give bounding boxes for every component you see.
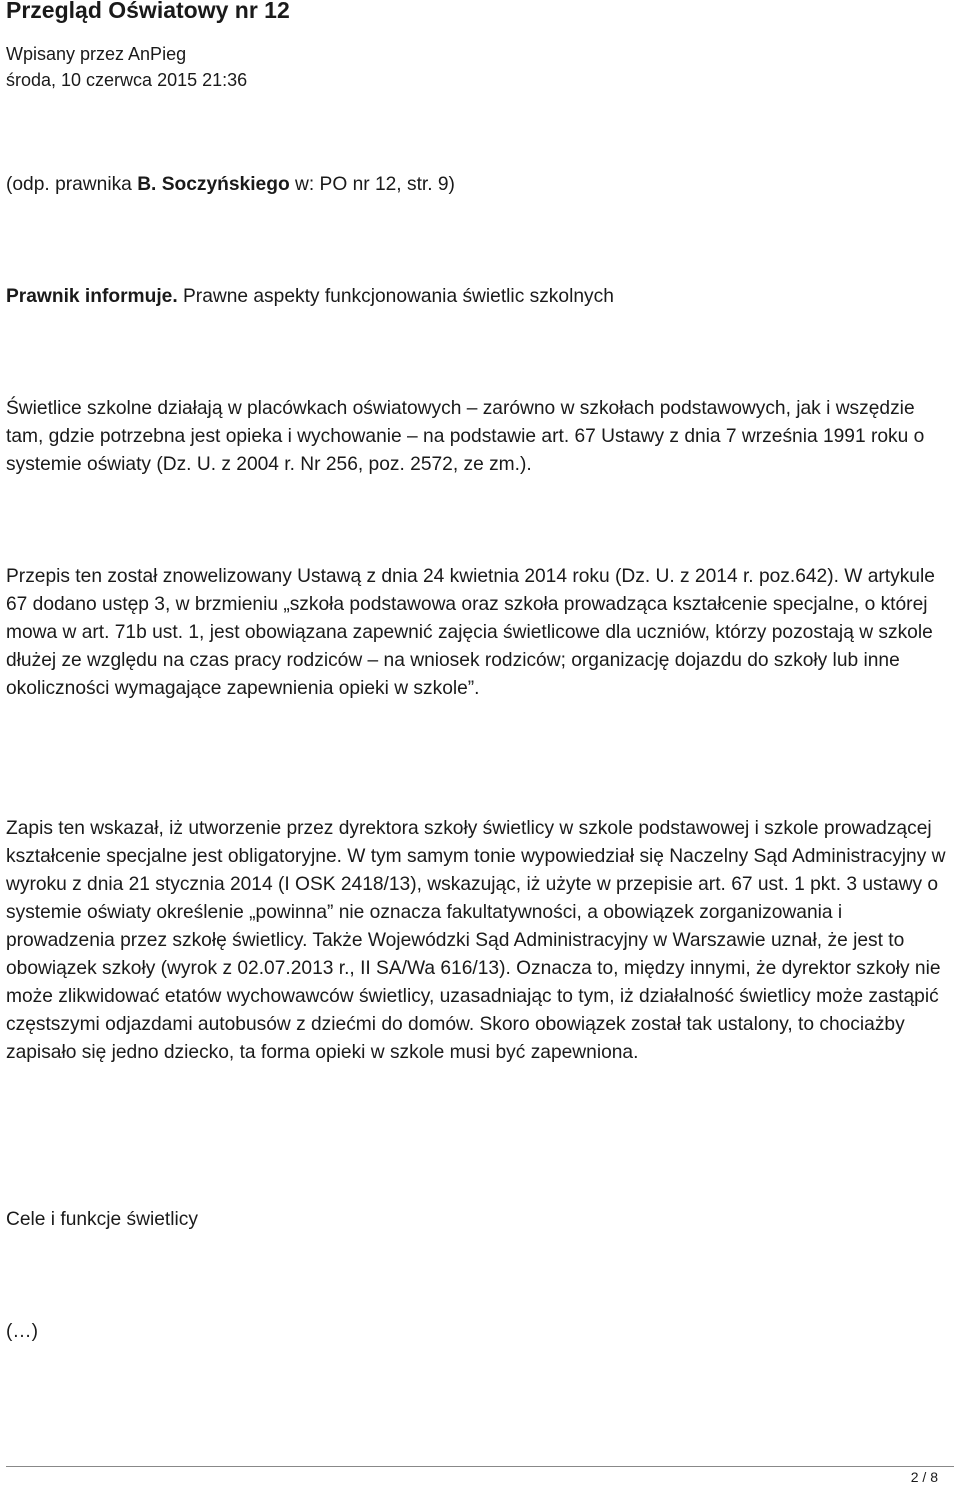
- paragraph-court-rulings: Zapis ten wskazał, iż utworzenie przez dyrektora szkoły świetlicy w szkole podstawowej i szkole prowadzącej kształcenie specjalne jest obligatoryjne. W tym samym tonie wypowiedział się Naczelny Sąd Administracyjny w wyroku z dnia 21 stycznia 2014 (I OSK 2418/13), wskazując, iż użyte w przepisie art. 67 ust. 1 pkt. 3 ustawy o systemie oświaty określenie „powinna” nie oznacza fakultatywności, a obowiązek zorganizowania i prowadzenia przez szkołę świetlicy. Także Wojewódzki Sąd Administracyjny w Warszawie uznał, że jest to obowiązek szkoły (wyrok z 02.07.2013 r., II SA/Wa 616/13). Oznacza to, między innymi, że dyrektor szkoły nie może zlikwidować etatów wychowawców świetlicy, uzasadniając to tym, iż działalność świetlicy może zastąpić częstszymi odjazdami autobusów z dziećmi do domów. Skoro obowiązek został tak ustalony, to chociażby zapisało się jedno dziecko, ta forma opieki w szkole musi być zapewniona.: [6, 818, 946, 1063]
- paragraph-intro: Świetlice szkolne działają w placówkach oświatowych – zarówno w szkołach podstawowych, jak i wszędzie tam, gdzie potrzebna jest opieka i wychowanie – na podstawie art. 67 Ustawy z dnia 7 września 1991 roku o systemie oświaty (Dz. U. z 2004 r. Nr 256, poz. 2572, ze zm.).: [6, 398, 925, 475]
- source-reference: [6, 171, 954, 199]
- section-title: Cele i funkcje świetlicy: [6, 1209, 198, 1230]
- footer-divider: [6, 1466, 954, 1467]
- omission-marker: (…): [6, 1321, 38, 1342]
- reference-suffix: w: PO nr 12, str. 9): [289, 174, 455, 195]
- author-line: Wpisany przez AnPieg: [6, 44, 187, 64]
- article-heading: [6, 283, 954, 311]
- publish-date: środa, 10 czerwca 2015 21:36: [6, 70, 248, 90]
- reference-prefix: (odp. prawnika: [6, 174, 138, 195]
- reference-author: B. Soczyńskiego: [137, 174, 290, 195]
- paragraph-amendment: Przepis ten został znowelizowany Ustawą z dnia 24 kwietnia 2014 roku (Dz. U. z 2014 r. poz.642). W artykule 67 dodano ustęp 3, w brzmieniu „szkoła podstawowa oraz szkoła prowadząca kształcenie specjalne, o której mowa w art. 71b ust. 1, jest obowiązana zapewnić zajęcia świetlicowe dla uczniów, którzy pozostają w szkole dłużej ze względu na czas pracy rodziców – na wniosek rodziców; organizację dojazdu do szkoły lub inne okoliczności wymagające zapewnienia opieki w szkole”.: [6, 566, 935, 699]
- document-title: Przegląd Oświatowy nr 12: [6, 0, 290, 23]
- heading-rest: Prawne aspekty funkcjonowania świetlic szkolnych: [177, 286, 614, 307]
- page-number: 2 / 8: [910, 1469, 938, 1485]
- heading-bold: Prawnik informuje.: [6, 286, 178, 307]
